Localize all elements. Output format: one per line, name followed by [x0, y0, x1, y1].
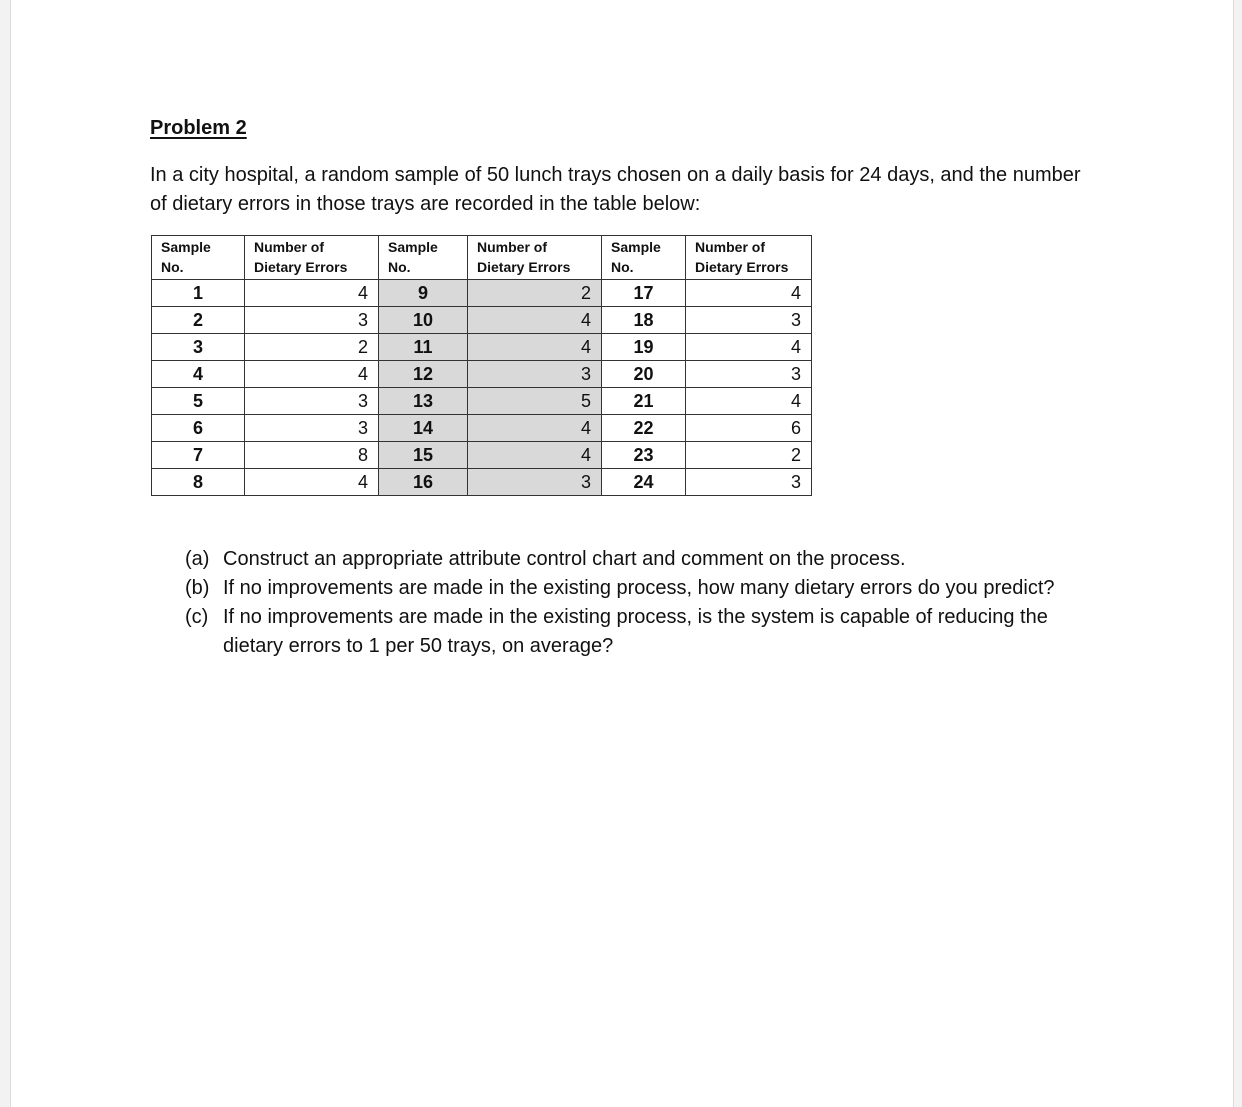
sample-no-cell: 15	[379, 442, 468, 469]
sample-no-cell: 9	[379, 280, 468, 307]
dietary-errors-cell: 3	[686, 307, 812, 334]
header-sample-no: Sample No.	[602, 236, 686, 280]
sample-no-cell: 2	[152, 307, 245, 334]
header-dietary-errors: Number of Dietary Errors	[468, 236, 602, 280]
table-row	[152, 388, 812, 415]
sample-no-cell: 10	[379, 307, 468, 334]
sample-no-cell: 12	[379, 361, 468, 388]
question-text: If no improvements are made in the existing process, how many dietary errors do you predict?	[223, 577, 1055, 599]
dietary-errors-cell: 4	[245, 280, 379, 307]
table-row	[152, 415, 812, 442]
table-row	[152, 361, 812, 388]
dietary-errors-cell: 3	[245, 307, 379, 334]
problem-title: Problem 2	[150, 117, 247, 139]
header-dietary-errors: Number of Dietary Errors	[686, 236, 812, 280]
sample-no-cell: 1	[152, 280, 245, 307]
dietary-errors-cell: 3	[245, 388, 379, 415]
sample-no-cell: 13	[379, 388, 468, 415]
question-text: If no improvements are made in the existing process, is the system is capable of reducing the dietary errors to 1 per 50 trays, on average?	[223, 606, 1048, 657]
sample-no-cell: 6	[152, 415, 245, 442]
dietary-errors-cell: 2	[468, 280, 602, 307]
sample-no-cell: 20	[602, 361, 686, 388]
sample-no-cell: 19	[602, 334, 686, 361]
question-label: (a)	[185, 548, 210, 570]
dietary-errors-cell: 4	[686, 334, 812, 361]
sample-no-cell: 3	[152, 334, 245, 361]
question-item	[185, 603, 1105, 661]
sample-no-cell: 18	[602, 307, 686, 334]
table-row	[152, 334, 812, 361]
sample-no-cell: 17	[602, 280, 686, 307]
dietary-errors-cell: 3	[686, 469, 812, 496]
dietary-errors-cell: 3	[686, 361, 812, 388]
dietary-errors-cell: 4	[245, 469, 379, 496]
dietary-errors-cell: 4	[468, 307, 602, 334]
sample-no-cell: 16	[379, 469, 468, 496]
header-dietary-errors: Number of Dietary Errors	[245, 236, 379, 280]
dietary-errors-cell: 4	[245, 361, 379, 388]
question-text: Construct an appropriate attribute control chart and comment on the process.	[223, 548, 906, 570]
dietary-errors-cell: 4	[468, 334, 602, 361]
dietary-errors-cell: 3	[468, 361, 602, 388]
dietary-errors-cell: 2	[686, 442, 812, 469]
question-label: (b)	[185, 577, 210, 599]
dietary-errors-cell: 4	[686, 280, 812, 307]
sample-no-cell: 23	[602, 442, 686, 469]
dietary-errors-cell: 3	[468, 469, 602, 496]
question-item	[185, 574, 1105, 603]
table-row	[152, 469, 812, 496]
dietary-errors-cell: 6	[686, 415, 812, 442]
problem-intro: In a city hospital, a random sample of 50 lunch trays chosen on a daily basis for 24 days, and the number of dietary errors in those trays are recorded in the table below:	[150, 164, 1081, 215]
dietary-errors-cell: 8	[245, 442, 379, 469]
header-sample-no: Sample No.	[152, 236, 245, 280]
dietary-errors-cell: 4	[686, 388, 812, 415]
table-row	[152, 442, 812, 469]
sample-no-cell: 5	[152, 388, 245, 415]
table-row	[152, 280, 812, 307]
sample-no-cell: 4	[152, 361, 245, 388]
table-header-row	[152, 236, 812, 280]
sample-no-cell: 21	[602, 388, 686, 415]
table-row	[152, 307, 812, 334]
sample-no-cell: 7	[152, 442, 245, 469]
dietary-errors-cell: 4	[468, 415, 602, 442]
document-page	[10, 0, 1234, 1107]
dietary-errors-cell: 4	[468, 442, 602, 469]
question-item	[185, 545, 1105, 574]
sample-no-cell: 8	[152, 469, 245, 496]
dietary-errors-table	[151, 235, 812, 496]
sample-no-cell: 11	[379, 334, 468, 361]
dietary-errors-cell: 3	[245, 415, 379, 442]
question-label: (c)	[185, 606, 209, 628]
header-sample-no: Sample No.	[379, 236, 468, 280]
dietary-errors-cell: 2	[245, 334, 379, 361]
question-list	[185, 545, 1105, 661]
sample-no-cell: 24	[602, 469, 686, 496]
sample-no-cell: 14	[379, 415, 468, 442]
sample-no-cell: 22	[602, 415, 686, 442]
dietary-errors-cell: 5	[468, 388, 602, 415]
